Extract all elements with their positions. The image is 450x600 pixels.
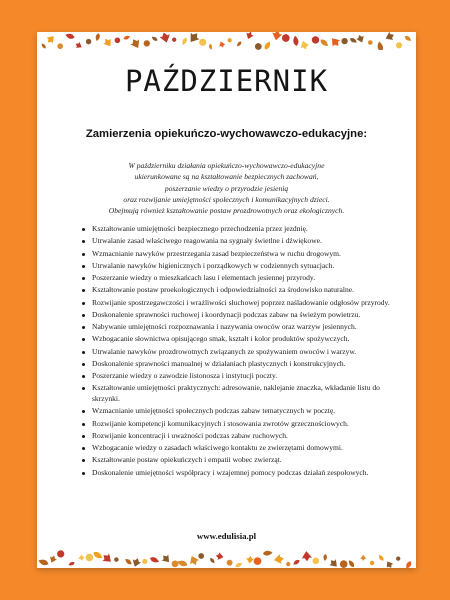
- leaf-icon: [405, 560, 413, 568]
- list-item: Kształtowanie postaw proekologicznych i odpowiedzialności za środowisko naturalne.: [81, 285, 406, 296]
- leaf-icon: [114, 37, 121, 44]
- leaf-icon: [244, 32, 254, 40]
- autumn-leaves-bottom-icon: [37, 550, 416, 568]
- list-item: Poszerzanie wiedzy o zawodzie listonosza i instytucji poczty.: [81, 371, 406, 382]
- leaf-icon: [312, 557, 320, 565]
- leaf-icon: [293, 35, 300, 46]
- leaf-icon: [347, 559, 355, 568]
- list-item: Rozwijanie spostrzegawczości i wrażliwości słuchowej poprzez naśladowanie odgłosów przyrody.: [81, 298, 406, 309]
- leaf-icon: [181, 37, 188, 46]
- leaf-icon: [95, 33, 101, 42]
- leaf-icon: [299, 39, 311, 50]
- leaf-icon: [384, 32, 396, 43]
- intro-line: ukierunkowane są na kształtowanie bezpiecznych zachowań,: [134, 172, 319, 182]
- leaf-icon: [355, 34, 366, 45]
- document-page: [37, 32, 416, 568]
- leaf-icon: [225, 559, 233, 567]
- list-item: Rozwijanie kompetencji komunikacyjnych i stosowania zwrotów grzecznościowych.: [81, 419, 406, 430]
- leaf-icon: [395, 41, 403, 49]
- leaf-icon: [102, 36, 115, 49]
- list-item: Utrwalanie zasad właściwego reagowania na sygnały świetlne i dźwiękowe.: [81, 236, 406, 247]
- leaf-icon: [68, 561, 75, 567]
- leaf-icon: [253, 557, 262, 566]
- list-item: Wzmacnianie umiejętności społecznych podczas zabaw tematycznych w pocztę.: [81, 406, 406, 417]
- leaf-icon: [160, 553, 172, 565]
- intro-line: poszerzanie wiedzy o przyrodzie jesienią: [164, 183, 289, 193]
- list-item: Kształtowanie postaw opiekuńczych i empatii wobec zwierząt.: [81, 455, 406, 466]
- leaf-icon: [144, 40, 150, 46]
- leaf-icon: [159, 32, 172, 44]
- leaf-icon: [38, 558, 50, 567]
- leaf-icon: [263, 40, 272, 50]
- list-item: Wzbogacanie wiedzy o zasadach właściwego kontaktu ze zwierzętami domowymi.: [81, 443, 406, 454]
- leaf-icon: [85, 553, 95, 563]
- leaf-icon: [197, 552, 204, 559]
- leaf-icon: [404, 35, 413, 43]
- leaf-icon: [319, 38, 329, 48]
- leaf-icon: [349, 37, 358, 44]
- leaf-icon: [263, 550, 273, 556]
- leaf-icon: [65, 32, 76, 40]
- intro-paragraph: [67, 160, 386, 216]
- intro-line: oraz rozwijanie umiejętności społecznych i komunikacyjnych dzieci.: [123, 194, 330, 204]
- leaf-icon: [123, 35, 131, 41]
- leaf-icon: [198, 38, 207, 47]
- leaf-icon: [186, 32, 201, 45]
- section-heading: Zamierzenia opiekuńczo-wychowawczo-edukacyjne:: [85, 128, 368, 140]
- leaf-icon: [209, 557, 216, 564]
- page-title: PAŹDZIERNIK: [124, 64, 329, 98]
- leaf-icon: [142, 559, 147, 564]
- leaf-icon: [131, 557, 142, 568]
- leaf-icon: [48, 554, 58, 564]
- leaf-icon: [396, 556, 401, 561]
- leaf-icon: [328, 557, 340, 568]
- leaf-icon: [338, 559, 349, 568]
- leaf-icon: [281, 33, 291, 43]
- leaf-icon: [40, 43, 46, 50]
- leaf-icon: [340, 37, 349, 46]
- leaf-icon: [271, 32, 283, 41]
- leaf-icon: [234, 561, 243, 568]
- list-item: Doskonalenie umiejętności współpracy i wzajemnej pomocy podczas działań zespołowych.: [81, 468, 406, 479]
- leaf-icon: [56, 550, 66, 559]
- leaf-icon: [323, 554, 327, 561]
- list-item: Doskonalenie sprawności ruchowej i koordynacji podczas zabaw na świeżym powietrzu.: [81, 310, 406, 321]
- list-item: Nabywanie umiejętności rozpoznawania i nazywania owoców oraz warzyw jesiennych.: [81, 322, 406, 333]
- intro-line: Obejmują również kształtowanie postaw prozdrowotnych oraz ekologicznych.: [108, 206, 345, 216]
- leaf-icon: [129, 37, 143, 50]
- list-item: Wzmacnianie nawyków przestrzegania zasad bezpieczeństwa w ruchu drogowym.: [81, 249, 406, 260]
- leaf-icon: [310, 35, 320, 45]
- list-item: Doskonalenie sprawności manualnej w działaniach plastycznych i konstrukcyjnych.: [81, 359, 406, 370]
- leaf-icon: [384, 559, 394, 568]
- leaf-icon: [376, 41, 384, 50]
- leaf-icon: [149, 556, 160, 564]
- leaf-icon: [292, 559, 300, 566]
- leaf-icon: [377, 554, 384, 562]
- list-item: Kształtowanie umiejętności bezpiecznego przechodzenia przez jezdnię.: [81, 224, 406, 235]
- leaf-icon: [328, 35, 342, 49]
- leaf-icon: [100, 551, 114, 565]
- leaf-icon: [45, 33, 57, 45]
- list-item: Utrwalanie nawyków prozdrowotnych związanych ze spożywaniem owoców i warzyw.: [81, 347, 406, 358]
- leaf-icon: [227, 38, 232, 43]
- leaf-icon: [273, 554, 284, 565]
- list-item: Kształtowanie umiejętności praktycznych: adresowanie, naklejanie znaczka, wkładanie listu do skrzynki.: [81, 383, 406, 405]
- leaf-icon: [56, 42, 63, 49]
- list-item: Wzbogacanie słownictwa opisującego smak, kształt i kolor produktów spożywczych.: [81, 334, 406, 345]
- website-link[interactable]: www.edulisia.pl: [196, 531, 257, 541]
- leaf-icon: [209, 43, 213, 50]
- leaf-icon: [78, 554, 85, 561]
- autumn-leaves-top-icon: [37, 32, 416, 50]
- leaf-icon: [92, 550, 104, 560]
- leaf-icon: [367, 39, 373, 45]
- list-item: Rozwijanie koncentracji i uważności podczas zabaw ruchowych.: [81, 431, 406, 442]
- leaf-icon: [124, 557, 133, 565]
- goals-list: [81, 224, 406, 480]
- leaf-icon: [113, 557, 119, 563]
- leaf-icon: [254, 42, 263, 50]
- leaf-icon: [170, 559, 179, 568]
- list-item: Poszerzanie wiedzy o mieszkańcach lasu i elementach jesiennej przyrody.: [81, 273, 406, 284]
- leaf-icon: [151, 35, 159, 42]
- leaf-icon: [218, 40, 226, 48]
- leaf-icon: [171, 37, 177, 43]
- leaf-icon: [360, 555, 366, 561]
- list-item: Utrwalanie nawyków higienicznych i porządkowych w codziennych sytuacjach.: [81, 261, 406, 272]
- leaf-icon: [215, 552, 224, 561]
- leaf-icon: [301, 551, 312, 562]
- leaf-icon: [74, 41, 83, 50]
- leaf-icon: [246, 556, 254, 564]
- leaf-icon: [369, 560, 375, 566]
- leaf-icon: [286, 562, 291, 567]
- intro-line: W październiku działania opiekuńczo-wychowawczo-edukacyjne: [128, 161, 325, 170]
- leaf-icon: [236, 40, 243, 47]
- leaf-icon: [85, 38, 92, 45]
